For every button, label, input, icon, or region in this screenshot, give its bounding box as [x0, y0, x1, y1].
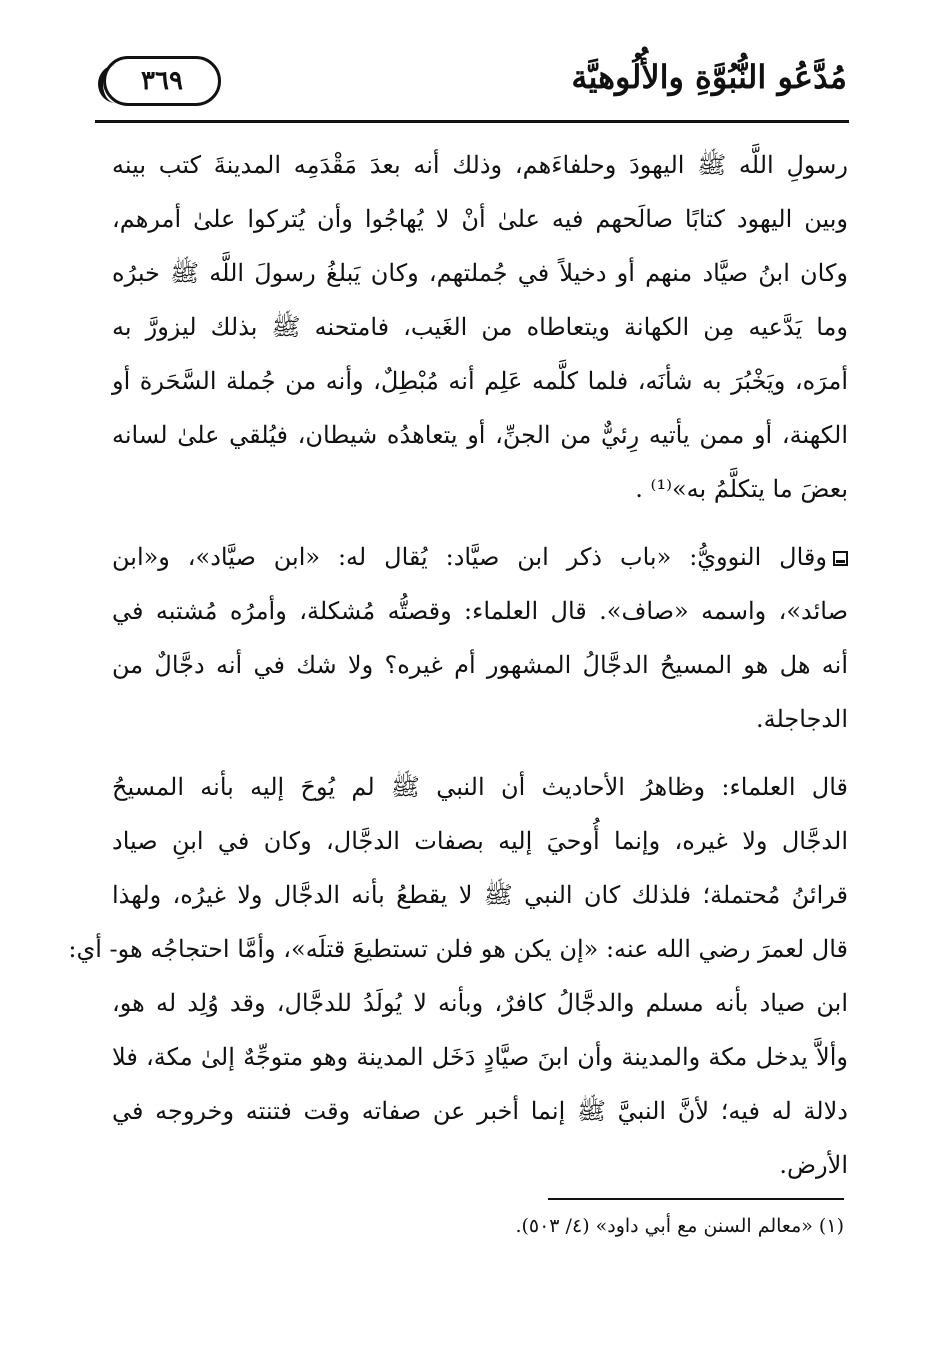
text-line: بعضَ ما يتكلَّمُ به»⁽¹⁾ .: [635, 475, 848, 503]
header-rule: [95, 120, 849, 123]
body-text: [68, 138, 849, 1192]
page-number-badge: [103, 56, 221, 106]
text-line: أنه هل هو المسيحُ الدجَّالُ المشهور أم غيره؟ ولا شك في أنه دجَّالٌ من: [112, 651, 848, 679]
text-line: قال لعمرَ رضي الله عنه: «إن يكن هو فلن تستطيعَ قتلَه»، وأمَّا احتجاجُه هو- أي:: [68, 935, 848, 963]
text-line: وكان ابنُ صيَّاد منهم أو دخيلاً في جُملتهم، وكان يَبلغُ رسولَ اللَّه ﷺ خبرُه: [112, 259, 848, 287]
text-line: دلالة له فيه؛ لأنَّ النبيَّ ﷺ إنما أخبر عن صفاته وقت فتنته وخروجه في: [112, 1097, 848, 1125]
text-line: قرائنُ مُحتملة؛ فلذلك كان النبي ﷺ لا يقطعُ بأنه الدجَّال ولا غيرُه، ولهذا: [112, 881, 848, 909]
text-line: الكهنة، أو ممن يأتيه رِئيٌّ من الجنِّ، أو يتعاهدُه شيطان، فيُلقي علىٰ لسانه: [112, 421, 848, 449]
footnote-rule: [548, 1198, 844, 1200]
text-line: أمرَه، ويَخْبُرَ به شأنَه، فلما كلَّمه عَلِم أنه مُبْطِلٌ، وأنه من جُملة السَّحَرة أو: [112, 367, 848, 395]
text-line: الدجَّال ولا غيره، وإنما أُوحيَ إليه بصفات الدجَّال، وكان في ابنِ صياد: [112, 827, 848, 855]
text-line: الدجاجلة.: [755, 705, 848, 733]
page-header: [95, 52, 847, 120]
paragraph: [112, 138, 848, 516]
running-title: مُدَّعُو النُّبُوَّةِ والأُلُوهيَّة: [571, 58, 847, 96]
text-line-content: وقال النوويُّ: «باب ذكر ابن صيَّاد: يُقال له: «ابن صيَّاد»، و«ابن: [112, 543, 827, 571]
text-line: الأرض.: [779, 1151, 848, 1179]
text-line: وبين اليهود كتابًا صالَحهم فيه علىٰ أنْ لا يُهاجُوا وأن يُتركوا علىٰ أمرهم،: [112, 205, 848, 233]
paragraph: [112, 530, 848, 746]
footnote: (١) «معالم السنن مع أبي داود» (٤/ ٥٠٣).: [515, 1215, 844, 1237]
text-line: رسولِ اللَّه ﷺ اليهودَ وحلفاءَهم، وذلك أنه بعدَ مَقْدَمِه المدينةَ كتب بينه: [112, 151, 848, 179]
section-square-icon: [833, 551, 848, 566]
text-line: وما يَدَّعيه مِن الكهانة ويتعاطاه من الغَيب، فامتحنه ﷺ بذلك ليزورَّ به: [112, 313, 848, 341]
text-line: صائد»، واسمه «صاف». قال العلماء: وقصتُّه مُشكلة، وأمرُه مُشتبه في: [112, 597, 848, 625]
text-line: ابن صياد بأنه مسلم والدجَّالُ كافرٌ، وبأنه لا يُولَدُ للدجَّال، وقد وُلِد له هو،: [112, 989, 848, 1017]
text-line: [112, 530, 848, 584]
page-number: ٣٦٩: [141, 66, 183, 96]
text-line: قال العلماء: وظاهرُ الأحاديث أن النبي ﷺ لم يُوحَ إليه بأنه المسيحُ: [112, 773, 848, 801]
text-line: وألاَّ يدخل مكة والمدينة وأن ابنَ صيَّادٍ دَخَل المدينة وهو متوجِّهٌ إلىٰ مكة، فلا: [112, 1043, 849, 1071]
paragraph: [68, 760, 849, 1192]
